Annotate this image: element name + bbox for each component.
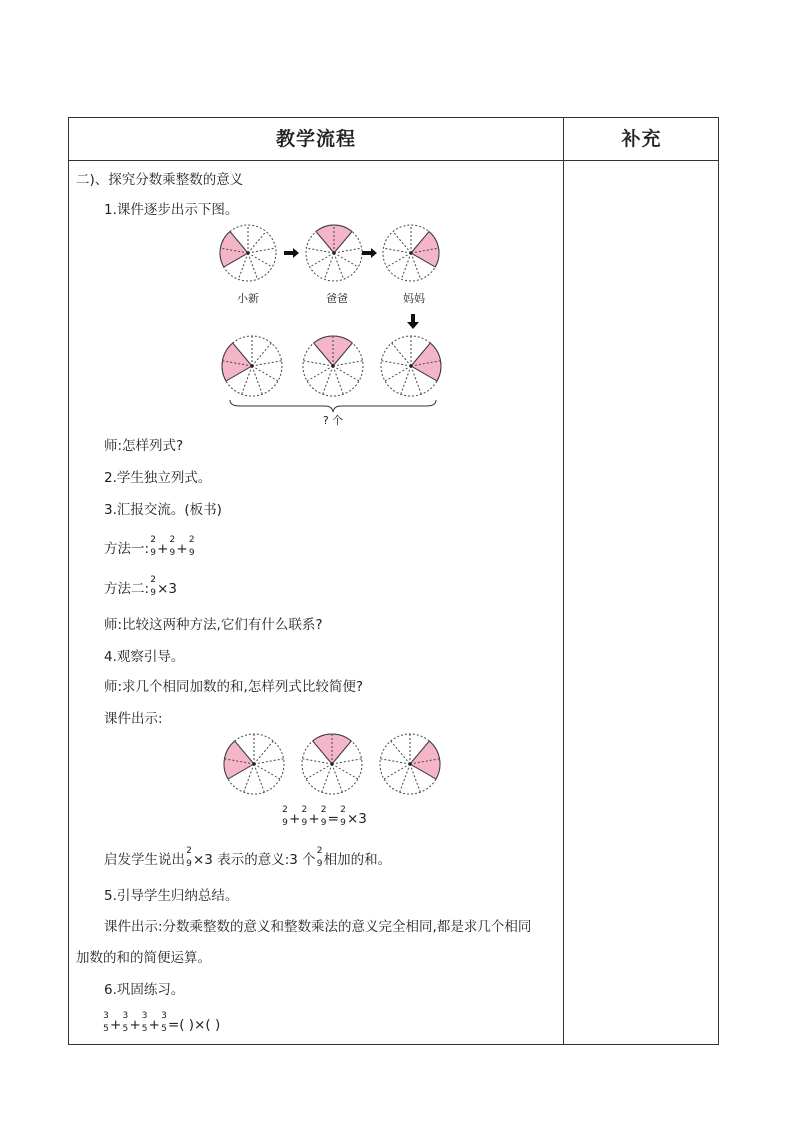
question-simpler: 师:求几个相同加数的和,怎样列式比较简便? xyxy=(104,679,364,695)
pie-radius xyxy=(333,366,343,394)
fraction: 2 9 xyxy=(316,846,323,869)
pie-radius xyxy=(334,253,344,279)
pie-center xyxy=(410,365,413,368)
fraction: 2 9 xyxy=(320,805,327,828)
pie-radius xyxy=(393,232,411,253)
step-1: 1.课件逐步出示下图。 xyxy=(104,202,239,218)
method-2: 方法二: 2 9 ×3 xyxy=(104,575,177,598)
pie-radius xyxy=(254,741,273,764)
fraction: 2 9 xyxy=(340,805,346,828)
fraction: 2 9 xyxy=(301,805,308,828)
section-title: 二)、探究分数乘整数的意义 xyxy=(76,172,244,188)
fraction: 3 5 xyxy=(122,1011,129,1034)
pie-radius xyxy=(306,248,334,253)
courseware-show: 课件出示: xyxy=(104,711,163,727)
pie-radius xyxy=(252,343,271,366)
summary-line-2: 加数的和的简便运算。 xyxy=(76,950,211,966)
label-mama: 妈妈 xyxy=(403,292,425,305)
fraction: 2 9 xyxy=(188,535,195,558)
step-5: 5.引导学生归纳总结。 xyxy=(104,888,239,904)
pie-radius xyxy=(307,366,333,381)
method-2-label: 方法二: xyxy=(104,581,150,597)
pie-center xyxy=(251,365,254,368)
pie-radius xyxy=(333,361,363,366)
pie-radius xyxy=(252,366,262,394)
pie-radius xyxy=(384,764,410,779)
pie-radius xyxy=(387,253,411,267)
pie-radius xyxy=(380,759,410,764)
pie-radius xyxy=(322,764,332,792)
step-3: 3.汇报交流。(板书) xyxy=(104,502,222,518)
pie-radius xyxy=(254,764,264,792)
pie-center xyxy=(409,763,412,766)
label-xiaoxin: 小新 xyxy=(237,292,259,305)
method-1-label: 方法一: xyxy=(104,541,150,557)
pie-radius xyxy=(248,253,258,279)
header-teaching-flow: 教学流程 xyxy=(275,128,356,150)
fraction: 3 5 xyxy=(141,1011,148,1034)
pie-radius xyxy=(401,366,411,394)
pie-center xyxy=(253,763,256,766)
pie-radius xyxy=(248,253,272,267)
pie-radius xyxy=(400,764,410,792)
label-baba: 爸爸 xyxy=(326,292,348,305)
pie-radius xyxy=(323,366,333,394)
pie-radius xyxy=(392,343,411,366)
fraction: 2 9 xyxy=(186,846,192,869)
fraction: 3 5 xyxy=(161,1011,167,1034)
pie-center xyxy=(333,252,336,255)
pie-radius xyxy=(252,366,278,381)
pie-radius xyxy=(302,759,332,764)
pie-radius xyxy=(254,759,284,764)
down-arrow-icon xyxy=(407,314,419,329)
pie-radius xyxy=(381,361,411,366)
pie-radius xyxy=(252,361,282,366)
pie-radius xyxy=(248,232,266,253)
summary-line-1: 课件出示:分数乘整数的意义和整数乘法的意义完全相同,都是求几个相同 xyxy=(104,919,532,935)
step-2: 2.学生独立列式。 xyxy=(104,470,212,486)
pie-radius xyxy=(324,253,334,279)
brace xyxy=(230,400,436,412)
pie-radius xyxy=(332,759,362,764)
pie-radius xyxy=(383,248,411,253)
fraction: 2 9 xyxy=(282,805,288,828)
exercise: 3 5 + 3 5 + 3 5 + 3 5 =( )×( ) xyxy=(103,1011,221,1034)
fraction: 2 9 xyxy=(169,535,176,558)
pie-radius xyxy=(334,253,358,267)
pie-radius xyxy=(391,741,410,764)
pie-radius xyxy=(333,366,359,381)
pie-radius xyxy=(334,248,362,253)
brace-label: ? 个 xyxy=(322,414,344,427)
step-4: 4.观察引导。 xyxy=(104,649,185,665)
pie-radius xyxy=(332,764,342,792)
pie-radius xyxy=(254,764,280,779)
fraction: 2 9 xyxy=(150,535,156,558)
equation: 2 9 + 2 9 + 2 9 = 2 9 ×3 xyxy=(282,805,367,828)
pie-radius xyxy=(306,764,332,779)
right-arrow-icon xyxy=(362,248,377,258)
header-supplement: 补充 xyxy=(621,128,662,150)
pie-center xyxy=(410,252,413,255)
question-compare: 师:比较这两种方法,它们有什么联系? xyxy=(104,617,323,633)
pie-center xyxy=(332,365,335,368)
fraction: 2 9 xyxy=(150,575,156,598)
pie-radius xyxy=(401,253,411,279)
meaning-line: 启发学生说出 2 9 ×3 表示的意义:3 个 2 9 相加的和。 xyxy=(104,846,392,869)
step-6: 6.巩固练习。 xyxy=(104,982,185,998)
pie-radius xyxy=(310,253,334,267)
pie-center xyxy=(247,252,250,255)
question-how-to-write: 师:怎样列式? xyxy=(104,438,184,454)
pie-radius xyxy=(303,361,333,366)
pie-radius xyxy=(248,248,276,253)
right-arrow-icon xyxy=(284,248,299,258)
pie-center xyxy=(331,763,334,766)
pie-radius xyxy=(385,366,411,381)
fraction: 3 5 xyxy=(103,1011,109,1034)
method-1: 方法一: 2 9 + 2 9 + 2 9 xyxy=(104,535,195,558)
pie-radius xyxy=(332,764,358,779)
